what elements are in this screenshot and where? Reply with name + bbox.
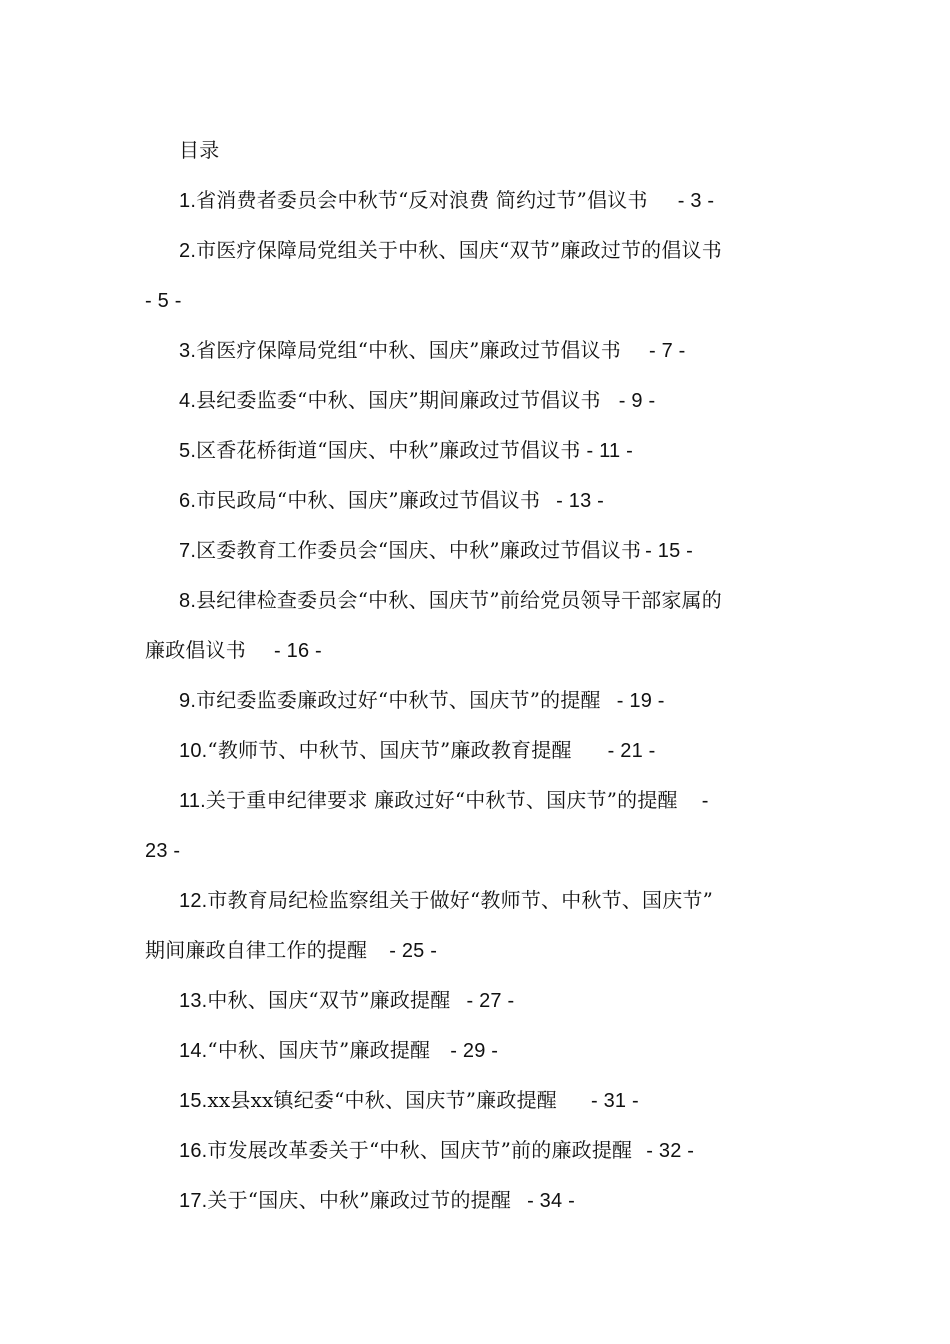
toc-entry-title: 省医疗保障局党组“中秋、国庆”廉政过节倡议书 [196, 338, 621, 362]
toc-entry-number: 15. [179, 1090, 208, 1112]
toc-entry-17[interactable] [145, 1175, 815, 1225]
toc-entry-title: 区委教育工作委员会“国庆、中秋”廉政过节倡议书 [196, 538, 642, 562]
toc-entry-page: - 32 - [646, 1140, 695, 1162]
toc-entry-page: - 11 - [586, 440, 633, 462]
toc-entry-title: 市发展改革委关于“中秋、国庆节”前的廉政提醒 [207, 1138, 633, 1162]
toc-entry-page: - 27 - [466, 990, 515, 1012]
toc-entry-title: 省消费者委员会中秋节“反对浪费 简约过节”倡议书 [196, 188, 648, 212]
toc-entry-number: 2. [179, 240, 197, 262]
toc-entry-page: - 34 - [527, 1190, 575, 1212]
toc-heading: 目录 [179, 138, 220, 162]
toc-entry-page: 23 - [145, 840, 181, 862]
toc-entry-title: 县纪律检查委员会“中秋、国庆节”前给党员领导干部家属的 [196, 588, 722, 612]
toc-entry-page: - 3 - [677, 190, 715, 212]
toc-entry-7[interactable] [145, 525, 815, 575]
toc-entry-page: - 9 - [618, 390, 656, 412]
toc-entry-page: - 15 - [645, 540, 694, 562]
toc-entry-page: - 7 - [648, 340, 686, 362]
toc-entry-title: 期间廉政自律工作的提醒 [145, 938, 368, 962]
toc-entry-12-continuation[interactable] [145, 925, 815, 975]
toc-entry-2[interactable] [145, 225, 815, 275]
toc-entry-title: 廉政倡议书 [145, 638, 246, 662]
toc-entry-page: - 31 - [590, 1090, 639, 1112]
toc-entry-number: 17. [179, 1190, 208, 1212]
toc-entry-3[interactable] [145, 325, 815, 375]
toc-entry-page: - 13 - [556, 490, 605, 512]
toc-entry-14[interactable] [145, 1025, 815, 1075]
toc-entry-number: 8. [179, 590, 197, 612]
toc-entry-number: 14. [179, 1040, 208, 1062]
toc-entry-11[interactable] [145, 775, 815, 825]
toc-entry-title: 市纪委监委廉政过好“中秋节、国庆节”的提醒 [196, 688, 601, 712]
toc-entry-12[interactable] [145, 875, 815, 925]
toc-entry-number: 5. [179, 440, 197, 462]
toc-entry-1[interactable] [145, 175, 815, 225]
toc-entry-title: “教师节、中秋节、国庆节”廉政教育提醒 [207, 738, 572, 762]
toc-entry-6[interactable] [145, 475, 815, 525]
toc-entry-number: 13. [179, 990, 208, 1012]
toc-entry-page: - 29 - [450, 1040, 499, 1062]
toc-entry-title: 关于重申纪律要求 廉政过好“中秋节、国庆节”的提醒 [205, 788, 678, 812]
toc-entry-page: - 25 - [389, 940, 438, 962]
toc-entry-page: - 5 - [145, 290, 182, 312]
toc-entry-2-continuation[interactable] [145, 275, 815, 325]
table-of-contents [145, 125, 815, 1225]
toc-entry-16[interactable] [145, 1125, 815, 1175]
toc-entry-title: 区香花桥街道“国庆、中秋”廉政过节倡议书 [196, 438, 581, 462]
toc-entry-page: - [701, 790, 709, 812]
toc-entry-page: - 16 - [274, 640, 322, 662]
toc-entry-10[interactable] [145, 725, 815, 775]
toc-entry-title: 县纪委监委“中秋、国庆”期间廉政过节倡议书 [196, 388, 601, 412]
toc-entry-13[interactable] [145, 975, 815, 1025]
toc-entry-number: 16. [179, 1140, 208, 1162]
toc-entry-title: 市民政局“中秋、国庆”廉政过节倡议书 [196, 488, 541, 512]
toc-entry-title: 中秋、国庆“双节”廉政提醒 [207, 988, 451, 1012]
toc-entry-number: 12. [179, 890, 208, 912]
toc-entry-number: 9. [179, 690, 197, 712]
toc-entry-number: 11. [179, 790, 206, 812]
toc-entry-page: - 21 - [607, 740, 656, 762]
toc-entry-title: xx县xx镇纪委“中秋、国庆节”廉政提醒 [207, 1088, 557, 1112]
toc-entry-number: 3. [179, 340, 197, 362]
toc-entry-number: 7. [179, 540, 197, 562]
toc-entry-9[interactable] [145, 675, 815, 725]
toc-entry-number: 6. [179, 490, 197, 512]
toc-entry-8-continuation[interactable] [145, 625, 815, 675]
toc-entry-title: 市教育局纪检监察组关于做好“教师节、中秋节、国庆节” [207, 888, 714, 912]
toc-entry-title: 关于“国庆、中秋”廉政过节的提醒 [207, 1188, 512, 1212]
toc-entry-number: 1. [179, 190, 197, 212]
toc-entry-15[interactable] [145, 1075, 815, 1125]
toc-entry-8[interactable] [145, 575, 815, 625]
toc-entry-11-continuation[interactable] [145, 825, 815, 875]
toc-entry-number: 4. [179, 390, 197, 412]
toc-entry-5[interactable] [145, 425, 815, 475]
toc-entry-title: “中秋、国庆节”廉政提醒 [207, 1038, 431, 1062]
toc-entry-page: - 19 - [616, 690, 665, 712]
toc-entry-number: 10. [179, 740, 208, 762]
toc-entry-title: 市医疗保障局党组关于中秋、国庆“双节”廉政过节的倡议书 [196, 238, 722, 262]
toc-entry-4[interactable] [145, 375, 815, 425]
